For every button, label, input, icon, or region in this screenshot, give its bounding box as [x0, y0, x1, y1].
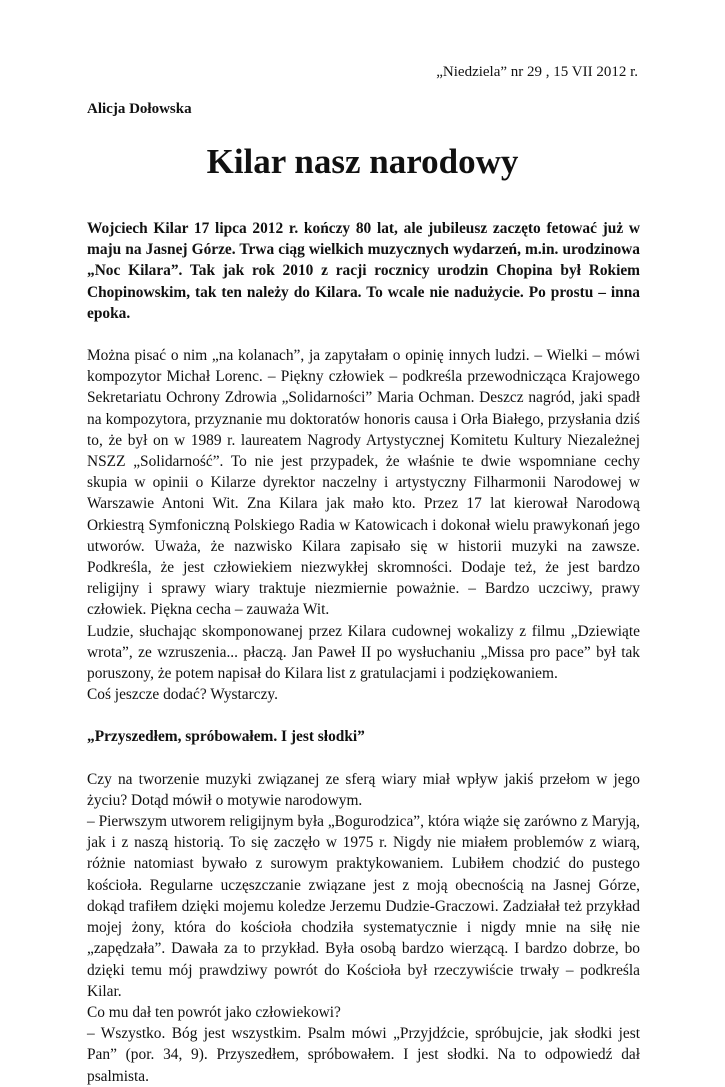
lead-paragraph: Wojciech Kilar 17 lipca 2012 r. kończy 80 lat, ale jubileusz zaczęto fetować już w maju na Jasnej Górze. Trwa ciąg wielkich muzycznych wydarzeń, m.in. urodzinowa „Noc Kilara”. Tak jak rok 2010 z racji rocznicy urodzin Chopina był Rokiem Chopinowskim, tak ten należy do Kilara. To wcale nie nadużycie. Po prostu – inna epoka.	[87, 220, 640, 322]
article-title: Kilar nasz narodowy	[206, 142, 519, 181]
author-name: Alicja Dołowska	[87, 101, 192, 117]
body-paragraph: – Wszystko. Bóg jest wszystkim. Psalm mówi „Przyjdźcie, spróbujcie, jak słodki jest Pan” (por. 34, 9). Przyszedłem, spróbowałem. I jest słodki. Na to odpowiedź dał psalmista.	[87, 1025, 640, 1085]
body-paragraph: Czy na tworzenie muzyki związanej ze sferą wiary miał wpływ jakiś przełom w jego życiu? Dotąd mówił o motywie narodowym.	[87, 770, 640, 809]
body-paragraph: Ludzie, słuchając skomponowanej przez Kilara cudownej wokalizy z filmu „Dziewiąte wrota”, ze wzruszenia... płaczą. Jan Paweł II po wysłuchaniu „Missa pro pace” był tak poruszony, że potem napisał do Kilara list z gratulacjami i podziękowaniem.	[87, 622, 640, 683]
body-paragraph: Coś jeszcze dodać? Wystarczy.	[87, 686, 278, 704]
body-paragraph: Można pisać o nim „na kolanach”, ja zapytałam o opinię innych ludzi. – Wielki – mówi kompozytor Michał Lorenc. – Piękny człowiek – podkreśla przewodnicząca Krajowego Sekretariatu Ochrony Zdrowia „Solidarności” Maria Ochman. Deszcz nagród, jaki spadł na kompozytora, przyznanie mu doktoratów honoris causa i Orła Białego, przysłania dziś to, że był on w 1989 r. laureatem Nagrody Artystycznej Komitetu Kultury Niezależnej NSZZ „Solidarność”. To nie jest przypadek, że właśnie te dwie wspomniane cechy skupia w opinii o Kilarze dyrektor naczelny i artystyczny Filharmonii Narodowej w Warszawie Antoni Wit. Zna Kilara jak mało kto. Przez 17 lat kierował Narodową Orkiestrą Symfoniczną Polskiego Radia w Katowicach i dokonał wielu prawykonań jego utworów. Uważa, że nazwisko Kilara zapisało się w historii muzyki na zawsze. Podkreśla, że jest człowiekiem niezwykłej skromności. Dodaje też, że jest bardzo religijny i sprawy wiary traktuje niezmiernie poważnie. – Bardzo uczciwy, prawy człowiek. Piękna cecha – zauważa Wit.	[87, 347, 640, 619]
publication-source: „Niedziela” nr 29 , 15 VII 2012 r.	[436, 64, 638, 80]
article-body	[87, 218, 640, 1087]
body-paragraph: – Pierwszym utworem religijnym była „Bogurodzica”, która wiąże się zarówno z Maryją, jak i z naszą historią. To się zaczęło w 1975 r. Nigdy nie miałem problemów z wiarą, różnie natomiast bywało z surowym praktykowaniem. Lubiłem chodzić do pustego kościoła. Regularne uczęszczanie związane jest z moją obecnością na Jasnej Górze, dokąd trafiłem dzięki mojemu koledze Jerzemu Dudzie-Graczowi. Zadziałał też przykład mojej żony, która do kościoła chodziła systematycznie i nigdy mnie na siłę nie „zapędzała”. Dawała za to przykład. Była osobą bardzo wierzącą. I bardzo dobrze, bo dzięki temu mój prawdziwy powrót do Kościoła był rzeczywiście trwały – podkreśla Kilar.	[87, 813, 640, 1000]
section-subheading: „Przyszedłem, spróbowałem. I jest słodki”	[87, 728, 365, 746]
body-paragraph: Co mu dał ten powrót jako człowiekowi?	[87, 1003, 341, 1021]
